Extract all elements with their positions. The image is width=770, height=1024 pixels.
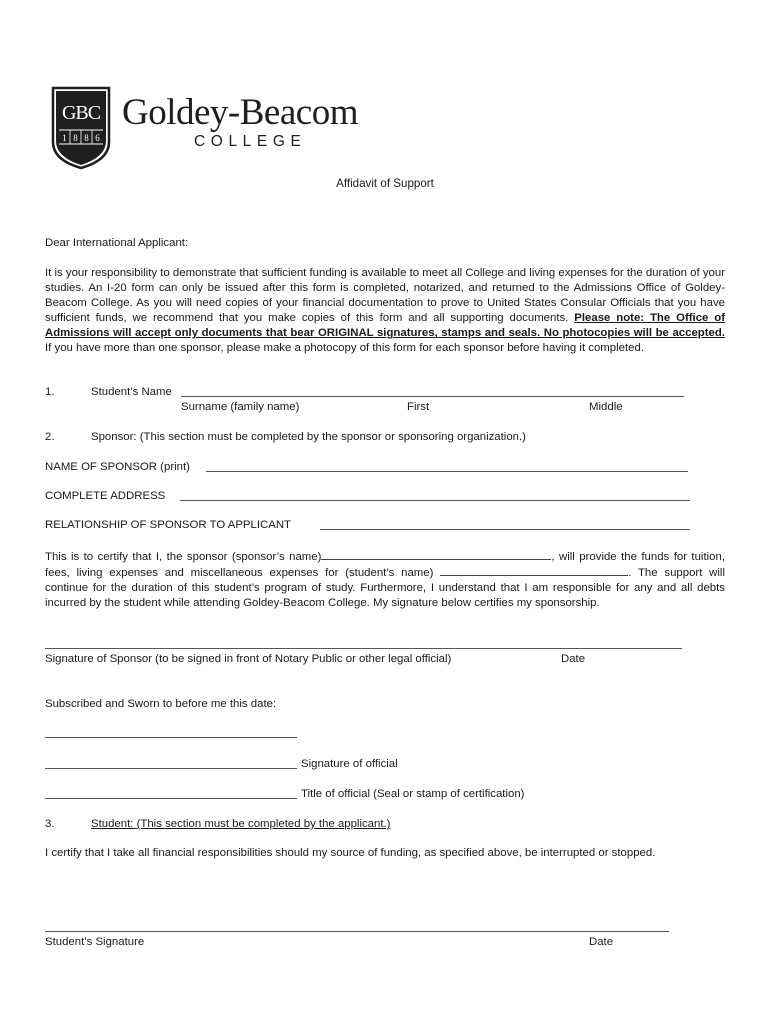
sponsor-date-label: Date xyxy=(561,653,586,665)
sponsor-name-label: NAME OF SPONSOR (print) xyxy=(45,461,190,473)
certify-part-2: , will provide the funds for tuition, fees, living expenses and miscellaneous expenses for (student’s name) xyxy=(45,551,725,580)
student-name-field[interactable] xyxy=(181,396,684,397)
sponsor-signature-line[interactable] xyxy=(45,648,682,649)
student-name-inline-field[interactable] xyxy=(440,565,628,576)
section-3-number: 3. xyxy=(45,818,55,830)
svg-text:6: 6 xyxy=(95,133,100,143)
student-date-label: Date xyxy=(589,936,614,948)
salutation: Dear International Applicant: xyxy=(45,237,189,249)
student-signature-label: Student’s Signature xyxy=(45,936,145,948)
middle-name-sublabel: Middle xyxy=(589,401,623,413)
intro-paragraph xyxy=(45,266,725,357)
official-signature-label: Signature of official xyxy=(301,758,398,770)
certify-part-1: This is to certify that I, the sponsor (sponsor’s name) xyxy=(45,551,322,563)
section-2-number: 2. xyxy=(45,431,55,443)
sponsor-name-field[interactable] xyxy=(206,471,688,472)
crest-monogram: GBC xyxy=(61,102,101,124)
certify-part-3: . The support will continue for the duration of this student’s program of study. Furthermore, I understand that I am responsible for any and all debts incurred by the student while attending Goldey-Beacom College. My signature below certifies my sponsorship. xyxy=(45,567,725,610)
address-field[interactable] xyxy=(180,500,690,501)
student-section-heading: Student: (This section must be completed by the applicant.) xyxy=(91,818,391,830)
sworn-label: Subscribed and Sworn to before me this date: xyxy=(45,698,277,710)
svg-text:8: 8 xyxy=(73,133,78,143)
sponsor-name-inline-field[interactable] xyxy=(321,549,551,560)
address-label: COMPLETE ADDRESS xyxy=(45,490,166,502)
intro-text: It is your responsibility to demonstrate that sufficient funding is available to meet all College and living expenses for the duration of your studies. An I-20 form can only be issued after this form is completed, notarized, and returned to the Admissions Office of Goldey-Beacom College. As you will need copies of your financial documentation to prove to United States Consular Officials that you have sufficient funds, we recommend that you make copies of this form and all supporting documents. xyxy=(45,267,725,325)
relationship-label: RELATIONSHIP OF SPONSOR TO APPLICANT xyxy=(45,519,292,531)
intro-note: Please note: The Office of Admissions will accept only documents that bear ORIGINAL signatures, stamps and seals. No photocopies will be accepted. xyxy=(45,312,725,340)
official-title-label: Title of official (Seal or stamp of certification) xyxy=(301,788,525,800)
sponsor-section-heading: Sponsor: (This section must be completed by the sponsor or sponsoring organization.) xyxy=(91,431,526,443)
college-name: Goldey-Beacom xyxy=(122,92,358,133)
college-crest-logo xyxy=(51,86,111,170)
student-name-label: Student’s Name xyxy=(91,386,172,398)
certify-paragraph xyxy=(45,549,725,611)
svg-text:8: 8 xyxy=(84,133,89,143)
page-title: Affidavit of Support xyxy=(336,177,434,190)
sworn-date-line[interactable] xyxy=(45,737,297,738)
relationship-field[interactable] xyxy=(320,529,690,530)
official-title-line[interactable] xyxy=(45,798,297,799)
section-1-number: 1. xyxy=(45,386,55,398)
surname-sublabel: Surname (family name) xyxy=(181,401,300,413)
svg-text:1: 1 xyxy=(62,133,67,143)
official-signature-line[interactable] xyxy=(45,768,297,769)
college-wordmark xyxy=(122,94,358,151)
college-subtitle: COLLEGE xyxy=(194,133,307,150)
student-certification-statement: I certify that I take all financial responsibilities should my source of funding, as specified above, be interrupted or stopped. xyxy=(45,847,656,859)
intro-after-note: If you have more than one sponsor, please make a photocopy of this form for each sponsor before having it completed. xyxy=(45,342,644,355)
student-signature-line[interactable] xyxy=(45,931,669,932)
first-name-sublabel: First xyxy=(407,401,430,413)
sponsor-signature-label: Signature of Sponsor (to be signed in front of Notary Public or other legal official) xyxy=(45,653,452,665)
